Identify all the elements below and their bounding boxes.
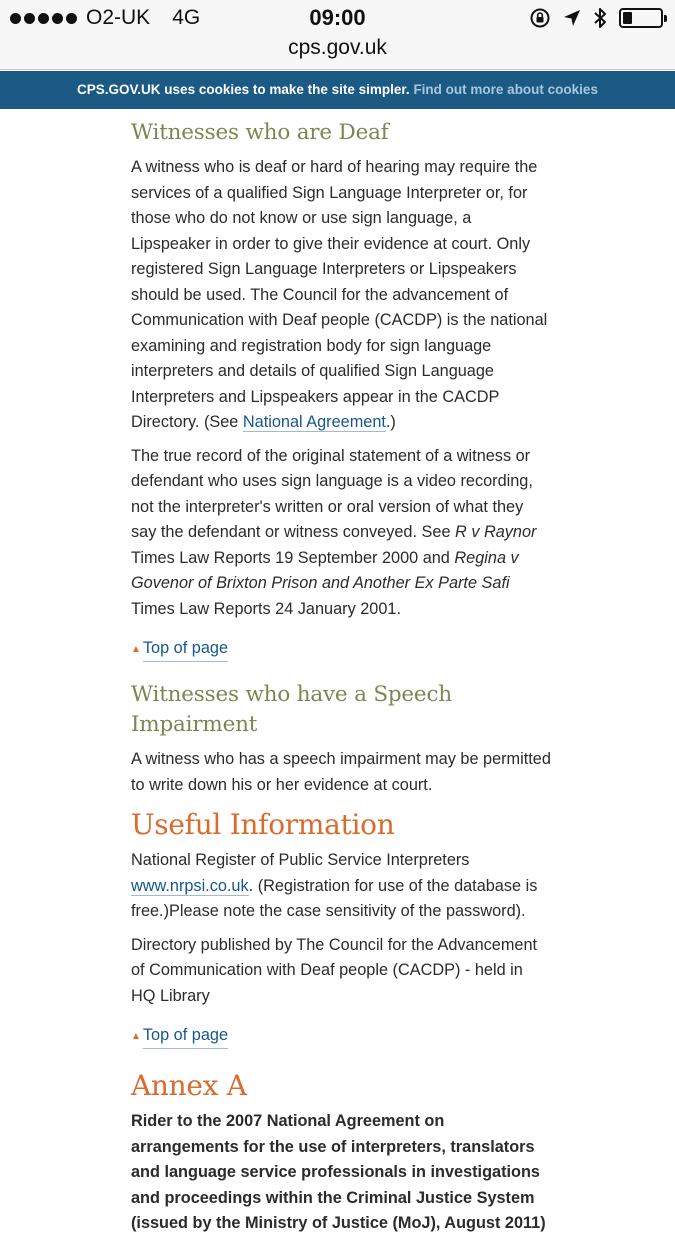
paragraph-deaf-interpreters: A witness who is deaf or hard of hearing may require the services of a qualified Sign Language Interpreter or, for those who do not know or use sign language, a Lipspeaker in order to give their evidence at court. Only registered Sign Language Interpreters or Lipspeakers should be used. The Council for the advancement of Communication with Deaf people (CACDP) is the national examining and registration body for sign language interpreters and details of qualified Sign Language Interpreters and Lipspeakers appear in the CACDP Directory. (See National Agreement.) — [131, 158, 548, 431]
address-bar[interactable]: cps.gov.uk — [288, 36, 387, 59]
carrier-name: O2-UK — [86, 6, 151, 29]
up-arrow-icon: ▲ — [131, 1031, 141, 1042]
top-of-page-link[interactable] — [131, 636, 551, 662]
paragraph-true-record: The true record of the original statement of a witness or defendant who uses sign language is a video recording, not the interpreter's written or oral version of what they say the defendant or witness conveyed. See R v Raynor Times Law Reports 19 September 2000 and Regina v Govenor of Brixton Prison and Another Ex Parte Safi Times Law Reports 24 January 2001. — [131, 446, 537, 618]
nrpsi-link[interactable]: www.nrpsi.co.uk — [131, 876, 249, 895]
paragraph-annex-rider: Rider to the 2007 National Agreement on arrangements for the use of interpreters, translators and language service professionals in investigations and proceedings within the Criminal Justice System (issued by the Ministry of Justice (MoJ), August 2011) — [131, 1112, 546, 1232]
cookie-banner — [0, 71, 675, 109]
top-of-page-text[interactable]: Top of page — [143, 636, 228, 662]
network-type: 4G — [172, 6, 201, 29]
case-raynor: R v Raynor — [455, 523, 537, 541]
ios-status-bar — [0, 0, 675, 70]
status-icons — [529, 6, 663, 30]
paragraph-nrpsi: National Register of Public Service Interpreters www.nrpsi.co.uk. (Registration for use of the database is free.)Please note the case sensitivity of the password). — [131, 851, 538, 920]
heading-useful-information: Useful Information — [131, 808, 395, 841]
location-arrow-icon — [563, 9, 581, 27]
case-safi: Regina v Govenor of Brixton Prison and Another Ex Parte Safi — [131, 548, 519, 592]
paragraph-cacdp-directory: Directory published by The Council for the Advancement of Communication with Deaf people (CACDP) - held in HQ Library — [131, 935, 538, 1005]
bluetooth-icon — [593, 6, 607, 30]
top-of-page-link[interactable] — [131, 1023, 551, 1049]
heading-witnesses-deaf: Witnesses who are Deaf — [131, 120, 389, 145]
cookie-message: CPS.GOV.UK uses cookies to make the site simpler. — [77, 82, 410, 97]
up-arrow-icon: ▲ — [131, 644, 141, 655]
cookie-info-link[interactable]: Find out more about cookies — [413, 82, 598, 97]
top-of-page-text[interactable]: Top of page — [143, 1023, 228, 1049]
battery-level — [623, 12, 632, 24]
article-content — [131, 118, 551, 1245]
paragraph-speech-impairment: A witness who has a speech impairment may be permitted to write down his or her evidence at court. — [131, 750, 551, 794]
national-agreement-link[interactable]: National Agreement — [242, 413, 386, 431]
heading-speech-impairment: Witnesses who have a Speech Impairment — [131, 682, 452, 737]
rotation-lock-icon — [529, 7, 551, 29]
battery-icon — [619, 8, 663, 28]
clock: 09:00 — [309, 5, 366, 30]
heading-annex-a: Annex A — [131, 1069, 247, 1102]
